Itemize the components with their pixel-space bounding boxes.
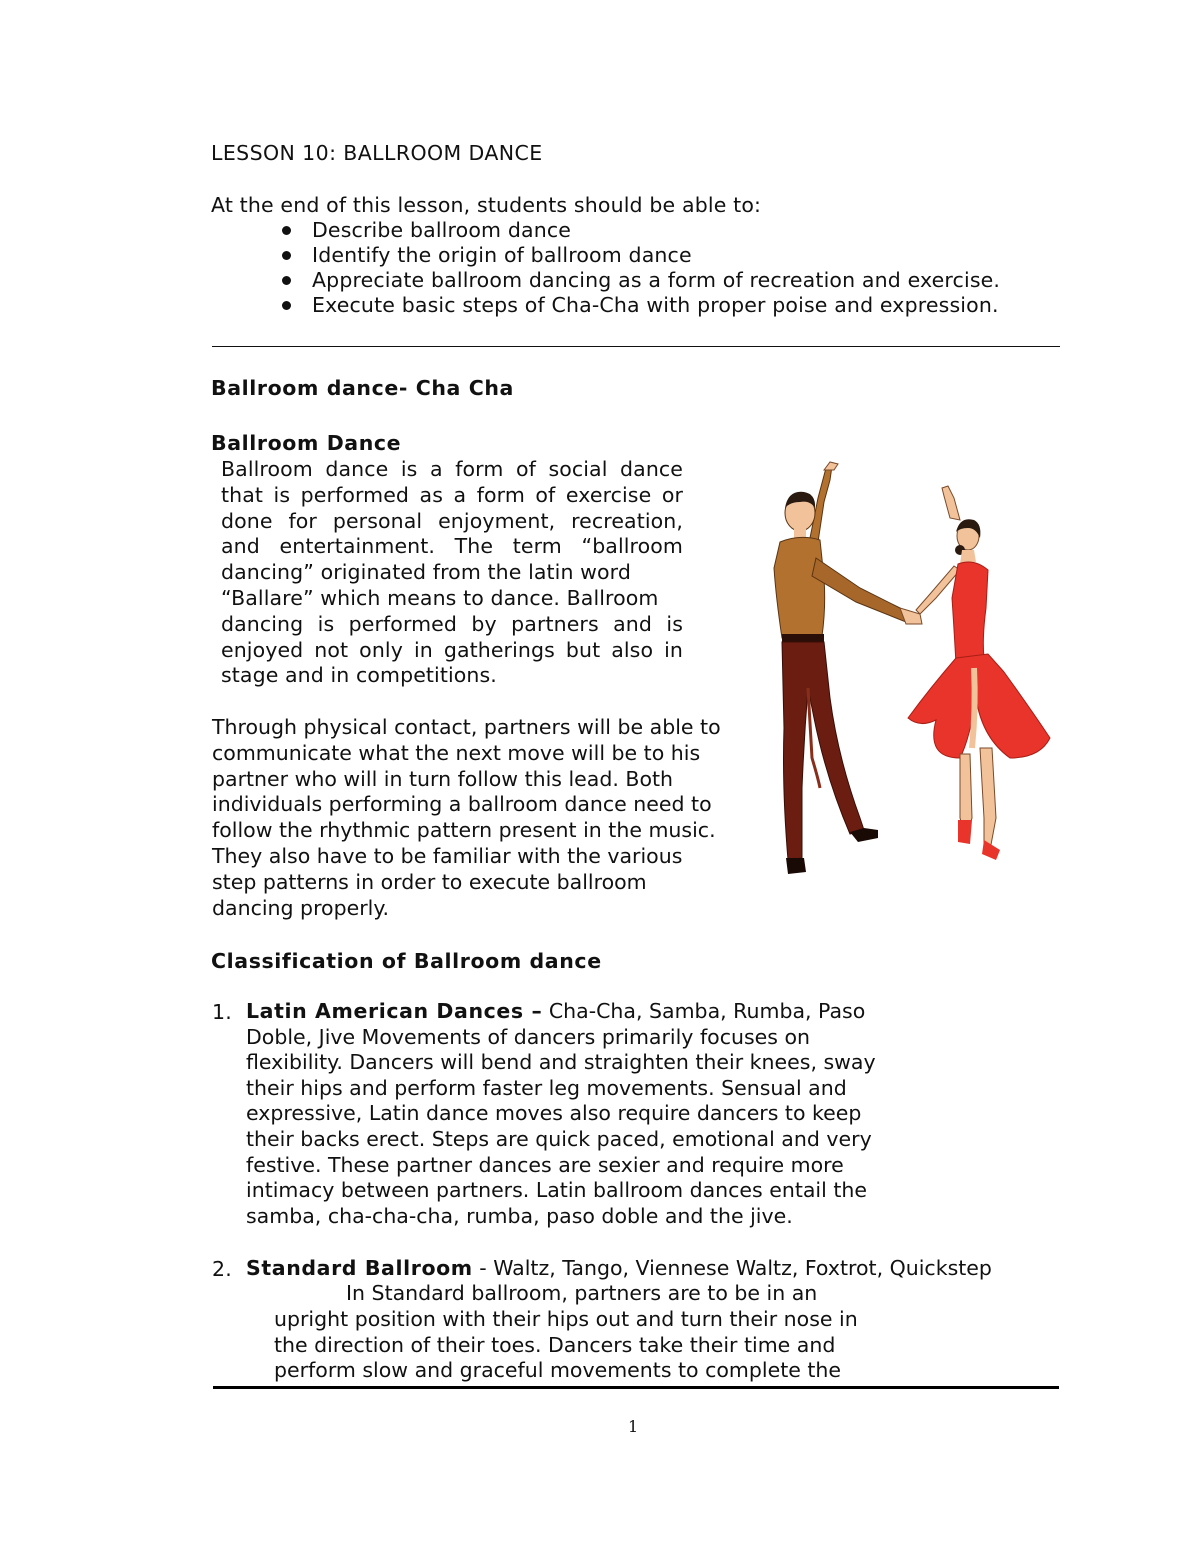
ballroom-dancers-illustration: [760, 458, 1060, 890]
item-dances: Cha-Cha, Samba, Rumba, Paso: [542, 999, 866, 1023]
intro-line: Ballroom dance is a form of social dance: [221, 457, 683, 481]
classification-item-standard: [246, 1256, 992, 1282]
intro-paragraph: [221, 457, 683, 689]
item-title: Standard Ballroom: [246, 1256, 473, 1280]
item-line: the direction of their toes. Dancers take their time and: [274, 1332, 836, 1357]
bullet-icon: [282, 226, 291, 235]
intro-line: done for personal enjoyment, recreation,: [221, 508, 683, 533]
list-number: 2.: [212, 1257, 232, 1281]
male-dancer-figure: [774, 462, 922, 874]
classification-heading: Classification of Ballroom dance: [211, 949, 602, 973]
paragraph-line: individuals performing a ballroom dance need to: [212, 792, 712, 817]
item-line: perform slow and graceful movements to complete the: [274, 1358, 842, 1383]
paragraph-line: partner who will in turn follow this lead. Both: [212, 766, 674, 791]
section-divider: [212, 346, 1060, 347]
intro-line: that is performed as a form of exercise or: [221, 482, 683, 507]
item-title: Latin American Dances –: [246, 999, 543, 1023]
classification-item-latin: [246, 999, 876, 1229]
intro-line: “Ballare” which means to dance. Ballroom: [221, 585, 659, 610]
female-dancer-figure: [908, 486, 1050, 860]
section-heading: Ballroom dance- Cha Cha: [211, 376, 514, 400]
objective-item: Execute basic steps of Cha-Cha with proper poise and expression.: [282, 293, 1000, 318]
item-line: upright position with their hips out and turn their nose in: [274, 1307, 858, 1331]
bullet-icon: [282, 251, 291, 260]
paragraph-line: They also have to be familiar with the various: [212, 843, 683, 868]
paragraph-line: follow the rhythmic pattern present in the music.: [212, 818, 716, 843]
page-number: 1: [628, 1417, 639, 1436]
paragraph-line: communicate what the next move will be to his: [212, 740, 701, 765]
item-line: their backs erect. Steps are quick paced, emotional and very: [246, 1126, 872, 1151]
second-paragraph: [212, 715, 752, 921]
list-number: 1.: [212, 1000, 232, 1024]
standard-body: [274, 1307, 858, 1384]
standard-indent-line: In Standard ballroom, partners are to be in an: [346, 1281, 818, 1305]
paragraph-line: step patterns in order to execute ballroom: [212, 869, 647, 894]
objectives-list: [282, 218, 1000, 318]
item-line: festive. These partner dances are sexier and require more: [246, 1152, 844, 1177]
intro-line: dancing” originated from the latin word: [221, 560, 631, 585]
item-line: their hips and perform faster leg movements. Sensual and: [246, 1075, 847, 1100]
objective-item: Appreciate ballroom dancing as a form of recreation and exercise.: [282, 268, 1000, 293]
item-line: samba, cha-cha-cha, rumba, paso doble and the jive.: [246, 1203, 793, 1228]
intro-line: enjoyed not only in gatherings but also in: [221, 637, 683, 662]
intro-line: dancing is performed by partners and is: [221, 611, 683, 636]
intro-line: stage and in competitions.: [221, 663, 497, 688]
bullet-icon: [282, 276, 291, 285]
subsection-heading: Ballroom Dance: [211, 431, 402, 455]
item-dances: - Waltz, Tango, Viennese Waltz, Foxtrot, Quickstep: [472, 1256, 992, 1280]
item-line: intimacy between partners. Latin ballroom dances entail the: [246, 1178, 867, 1203]
item-line: Doble, Jive Movements of dancers primarily focuses on: [246, 1024, 811, 1049]
item-line: expressive, Latin dance moves also require dancers to keep: [246, 1101, 862, 1126]
paragraph-line: Through physical contact, partners will be able to: [212, 715, 721, 739]
objective-item: Describe ballroom dance: [282, 218, 1000, 243]
footer-rule: [213, 1386, 1059, 1389]
bullet-icon: [282, 301, 291, 310]
paragraph-line: dancing properly.: [212, 895, 390, 920]
item-line: flexibility. Dancers will bend and straighten their knees, sway: [246, 1050, 876, 1075]
intro-line: and entertainment. The term “ballroom: [221, 534, 683, 559]
objectives-intro: At the end of this lesson, students should be able to:: [211, 193, 762, 217]
lesson-title: LESSON 10: BALLROOM DANCE: [211, 141, 543, 165]
objective-item: Identify the origin of ballroom dance: [282, 243, 1000, 268]
